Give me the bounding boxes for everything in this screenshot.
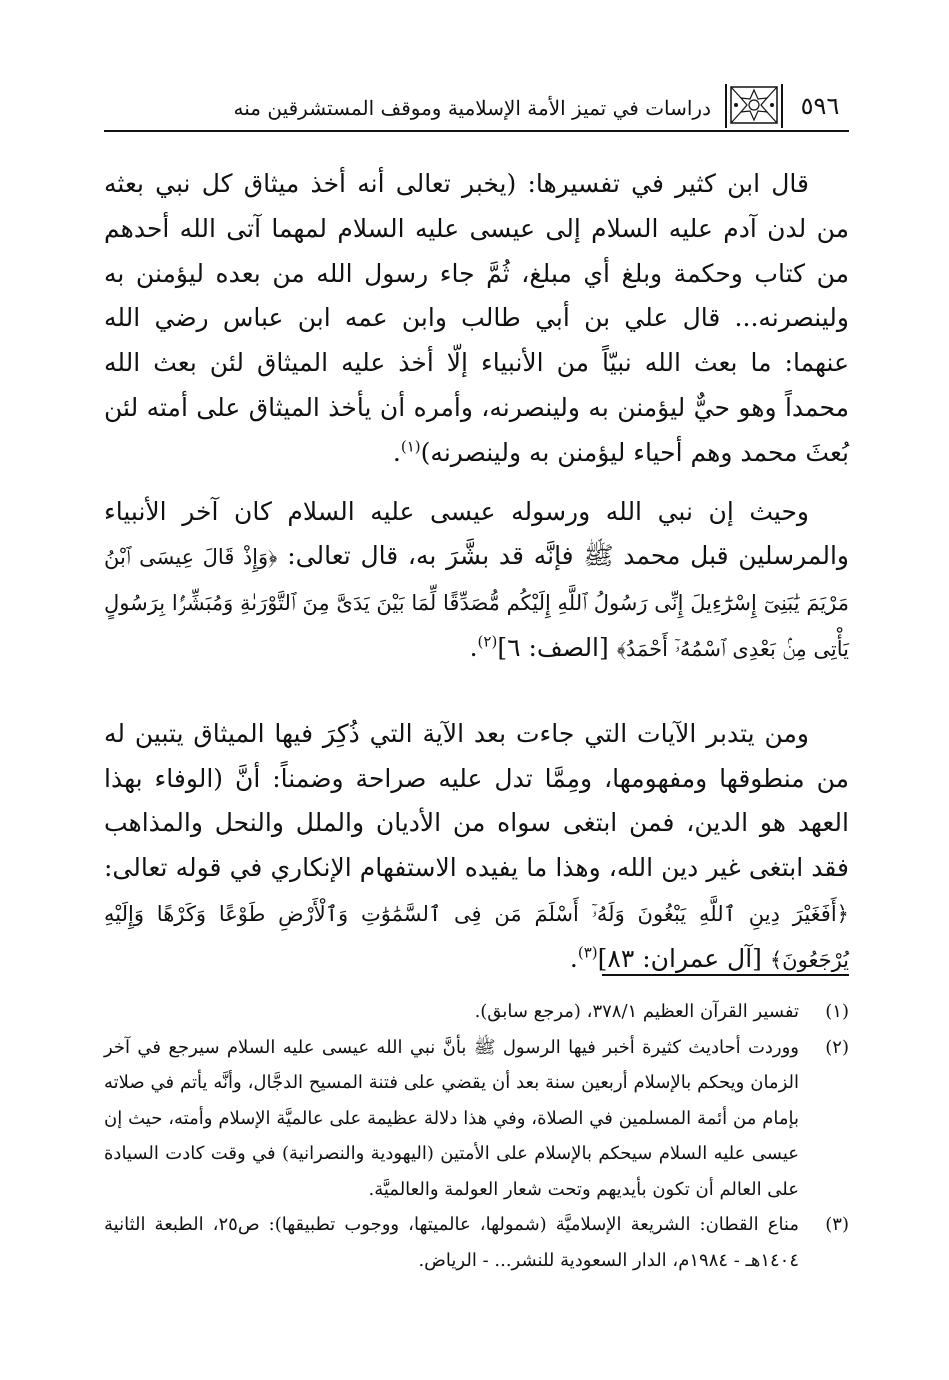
quran-verse: ﴿أَفَغَيْرَ دِينِ ٱللَّهِ يَبْغُونَ وَلَهُۥٓ أَسْلَمَ مَن فِى ٱلسَّمَٰوَٰتِ وَٱلْأَرْضِ طَوْعًا وَكَرْهًا وَإِلَيْهِ يُرْجَعُونَ﴾ bbox=[104, 901, 849, 972]
footnote-ref[interactable]: (٣) bbox=[577, 943, 598, 962]
header-divider bbox=[104, 130, 849, 132]
footnote-ref[interactable]: (١) bbox=[400, 437, 421, 456]
page-number: ٥٩٦ bbox=[800, 92, 840, 120]
footnote-item bbox=[104, 1207, 849, 1278]
paragraph-tail: . bbox=[569, 943, 578, 973]
islamic-star-ornament-icon bbox=[725, 84, 783, 128]
footnote-text: ووردت أحاديث كثيرة أخبر فيها الرسول ﷺ بأنَّ نبي الله عيسى عليه السلام سيرجع في آخر الزمان ويحكم بالإسلام أربعين سنة بعد أن يقضي على فتنة المسيح الدجَّال، وأنَّه يأتم في صلاته بإمام من أئمة المسلمين في الصلاة، وفي هذا دلالة عظيمة على عالميَّة الإسلام وأمته، حيث إن عيسى عليه السلام سيحكم بالإسلام على الأمتين (اليهودية والنصرانية) في وقت كادت السيادة على العالم أن تكون بأيديهم وتحت شعار العولمة والعالميَّة. bbox=[104, 1036, 799, 1200]
footnote-number: (٢) bbox=[825, 1036, 849, 1058]
paragraph-text: وحيث إن نبي الله ورسوله عيسى عليه السلام كان آخر الأنبياء والمرسلين قبل محمد ﷺ فإنَّه قد بشَّرَ به، قال تعالى: bbox=[104, 496, 849, 571]
footnote-ref[interactable]: (٢) bbox=[477, 632, 498, 651]
paragraph bbox=[104, 490, 849, 672]
footnote-number: (١) bbox=[825, 1001, 849, 1022]
paragraph-text: قال ابن كثير في تفسيرها: (يخبر تعالى أنه أخذ ميثاق كل نبي بعثه من لدن آدم عليه السلام إلى عيسى عليه السلام لمهما آتى الله أحدهم من كتاب وحكمة وبلغ أي مبلغ، ثُمَّ جاء رسول الله من بعده ليؤمنن به ولينصرنه... قال علي بن أبي طالب وابن عمه ابن عباس رضي الله عنهما: ما بعث الله نبيّاً من الأنبياء إلّا أخذ عليه الميثاق لئن بعث الله محمداً وهو حيٌّ ليؤمنن به ولينصرنه، وأمره أن يأخذ الميثاق على أمته لئن بُعثَ محمد وهم أحياء ليؤمنن به ولينصرنه) bbox=[104, 169, 849, 467]
quran-verse: ﴿وَإِذْ قَالَ عِيسَى ٱبْنُ مَرْيَمَ يَٰبَنِىٓ إِسْرَٰٓءِيلَ إِنِّى رَسُولُ ٱللَّهِ إِلَيْكُم مُّصَدِّقًا لِّمَا بَيْنَ يَدَىَّ مِنَ ٱلتَّوْرَىٰةِ وَمُبَشِّرًۢا بِرَسُولٍ يَأْتِى مِنۢ بَعْدِى ٱسْمُهُۥٓ أَحْمَدُ﴾ bbox=[104, 545, 849, 661]
paragraph-tail: . bbox=[469, 632, 478, 662]
footnote-divider bbox=[602, 974, 849, 976]
footnote-text: تفسير القرآن العظيم ٣٧٨/١، (مرجع سابق). bbox=[474, 1001, 799, 1022]
footnotes bbox=[104, 994, 849, 1278]
paragraph bbox=[104, 162, 849, 476]
footnote-item bbox=[104, 1030, 849, 1208]
footnote-number: (٣) bbox=[825, 1214, 849, 1235]
main-text bbox=[104, 162, 849, 983]
page-header bbox=[104, 84, 849, 130]
paragraph bbox=[104, 712, 849, 983]
footnote-text: مناع القطان: الشريعة الإسلاميَّة (شمولها، عالميتها، ووجوب تطبيقها): ص٢٥، الطبعة الثانية ١٤٠٤هـ - ١٩٨٤م، الدار السعودية للنشر... - الرياض. bbox=[104, 1214, 799, 1271]
verse-citation: [آل عمران: ٨٣] bbox=[597, 943, 762, 973]
paragraph-tail: . bbox=[392, 437, 401, 467]
footnote-item bbox=[104, 994, 849, 1030]
paragraph-text: ومن يتدبر الآيات التي جاءت بعد الآية التي ذُكِرَ فيها الميثاق يتبين له من منطوقها ومفهومها، ومِمَّا تدل عليه صراحة وضمناً: أنَّ (الوفاء بهذا العهد هو الدين، فمن ابتغى سواه من الأديان والملل والنحل والمذاهب فقد ابتغى غير دين الله، وهذا ما يفيده الاستفهام الإنكاري في قوله تعالى: bbox=[104, 718, 849, 883]
running-title: دراسات في تميز الأمة الإسلامية وموقف المستشرقين منه bbox=[233, 96, 711, 120]
verse-citation: [الصف: ٦] bbox=[497, 632, 609, 662]
